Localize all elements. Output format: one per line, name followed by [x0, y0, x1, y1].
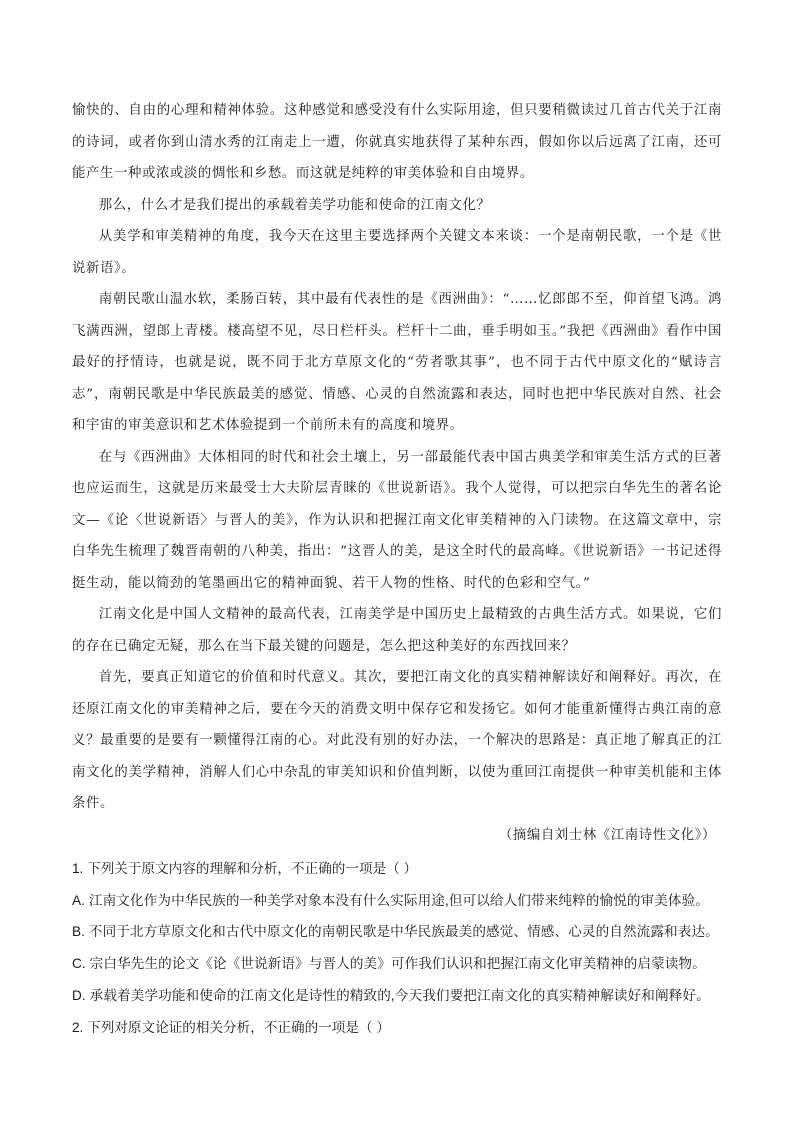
passage-source: （摘编自刘士林《江南诗性文化》） — [498, 827, 716, 843]
question-2-stem: 2. 下列对原文论证的相关分析，不正确的一项是（ ） — [72, 1019, 390, 1035]
passage-paragraph: 从美学和审美精神的角度，我今天在这里主要选择两个关键文本来谈：一个是南朝民歌，一个是《世说新语》。 — [72, 229, 722, 276]
passage-paragraph: 江南文化是中国人文精神的最高代表，江南美学是中国历史上最精致的古典生活方式。如果说，它们的存在已确定无疑，那么在当下最关键的问题是，怎么把这种美好的东西找回来？ — [72, 607, 722, 654]
question-section — [72, 853, 722, 1043]
question-1-option-b: B. 不同于北方草原文化和古代中原文化的南朝民歌是中华民族最美的感觉、情感、心灵的自然流露和表达。 — [72, 924, 719, 940]
passage-paragraph: 首先，要真正知道它的价值和时代意义。其次，要把江南文化的真实精神解读好和阐释好。再次，在还原江南文化的审美精神之后，要在今天的消费文明中保存它和发扬它。如何才能重新懂得古典江南的意义？最重要的是要有一颗懂得江南的心。对此没有别的好办法，一个解决的思路是：真正地了解真正的江南文化的美学精神，消解人们心中杂乱的审美知识和价值判断，以使为重回江南提供一种审美机能和主体条件。 — [72, 670, 722, 811]
question-1-option-c: C. 宗白华先生的论文《论《世说新语》与晋人的美》可作我们认识和把握江南文化审美精神的启蒙读物。 — [72, 956, 706, 972]
passage-paragraph: 在与《西洲曲》大体相同的时代和社会土壤上，另一部最能代表中国古典美学和审美生活方式的巨著也应运而生，这就是历来最受士大夫阶层青睐的《世说新语》。我个人觉得，可以把宗白华先生的著名论文—《论〈世说新语〉与晋人的美》，作为认识和把握江南文化审美精神的入门读物。在这篇文章中，宗白华先生梳理了魏晋南朝的八种美，指出：“这晋人的美，是这全时代的最高峰。《世说新语》一书记述得挺生动，能以简劲的笔墨画出它的精神面貌、若干人物的性格、时代的色彩和空气。” — [72, 449, 722, 591]
reading-passage — [72, 95, 722, 851]
question-1-stem: 1. 下列关于原文内容的理解和分析，不正确的一项是（ ） — [72, 861, 418, 876]
passage-paragraph: 南朝民歌山温水软，柔肠百转，其中最有代表性的是《西洲曲》：“……忆郎郎不至，仰首望飞鸿。鸿飞满西洲，望郎上青楼。楼高望不见，尽日栏杆头。栏杆十二曲，垂手明如玉。”我把《西洲曲》看作中国最好的抒情诗，也就是说，既不同于北方草原文化的“劳者歌其事”，也不同于古代中原文化的“赋诗言志”，南朝民歌是中华民族最美的感觉、情感、心灵的自然流露和表达，同时也把中华民族对自然、社会和宇宙的审美意识和艺术体验提到一个前所未有的高度和境界。 — [72, 292, 722, 433]
question-1-option-d: D. 承载着美学功能和使命的江南文化是诗性的精致的,今天我们要把江南文化的真实精神解读好和阐释好。 — [72, 987, 710, 1003]
passage-paragraph: 愉快的、自由的心理和精神体验。这种感觉和感受没有什么实际用途，但只要稍微读过几首古代关于江南的诗词，或者你到山清水秀的江南走上一遭，你就真实地获得了某种东西，假如你以后远离了江南，还可能产生一种或浓或淡的惆怅和乡愁。而这就是纯粹的审美体验和自由境界。 — [72, 103, 722, 181]
question-1-option-a: A. 江南文化作为中华民族的一种美学对象本没有什么实际用途,但可以给人们带来纯粹的愉悦的审美体验。 — [72, 892, 710, 908]
passage-paragraph: 那么，什么才是我们提出的承载着美学功能和使命的江南文化？ — [98, 197, 491, 213]
